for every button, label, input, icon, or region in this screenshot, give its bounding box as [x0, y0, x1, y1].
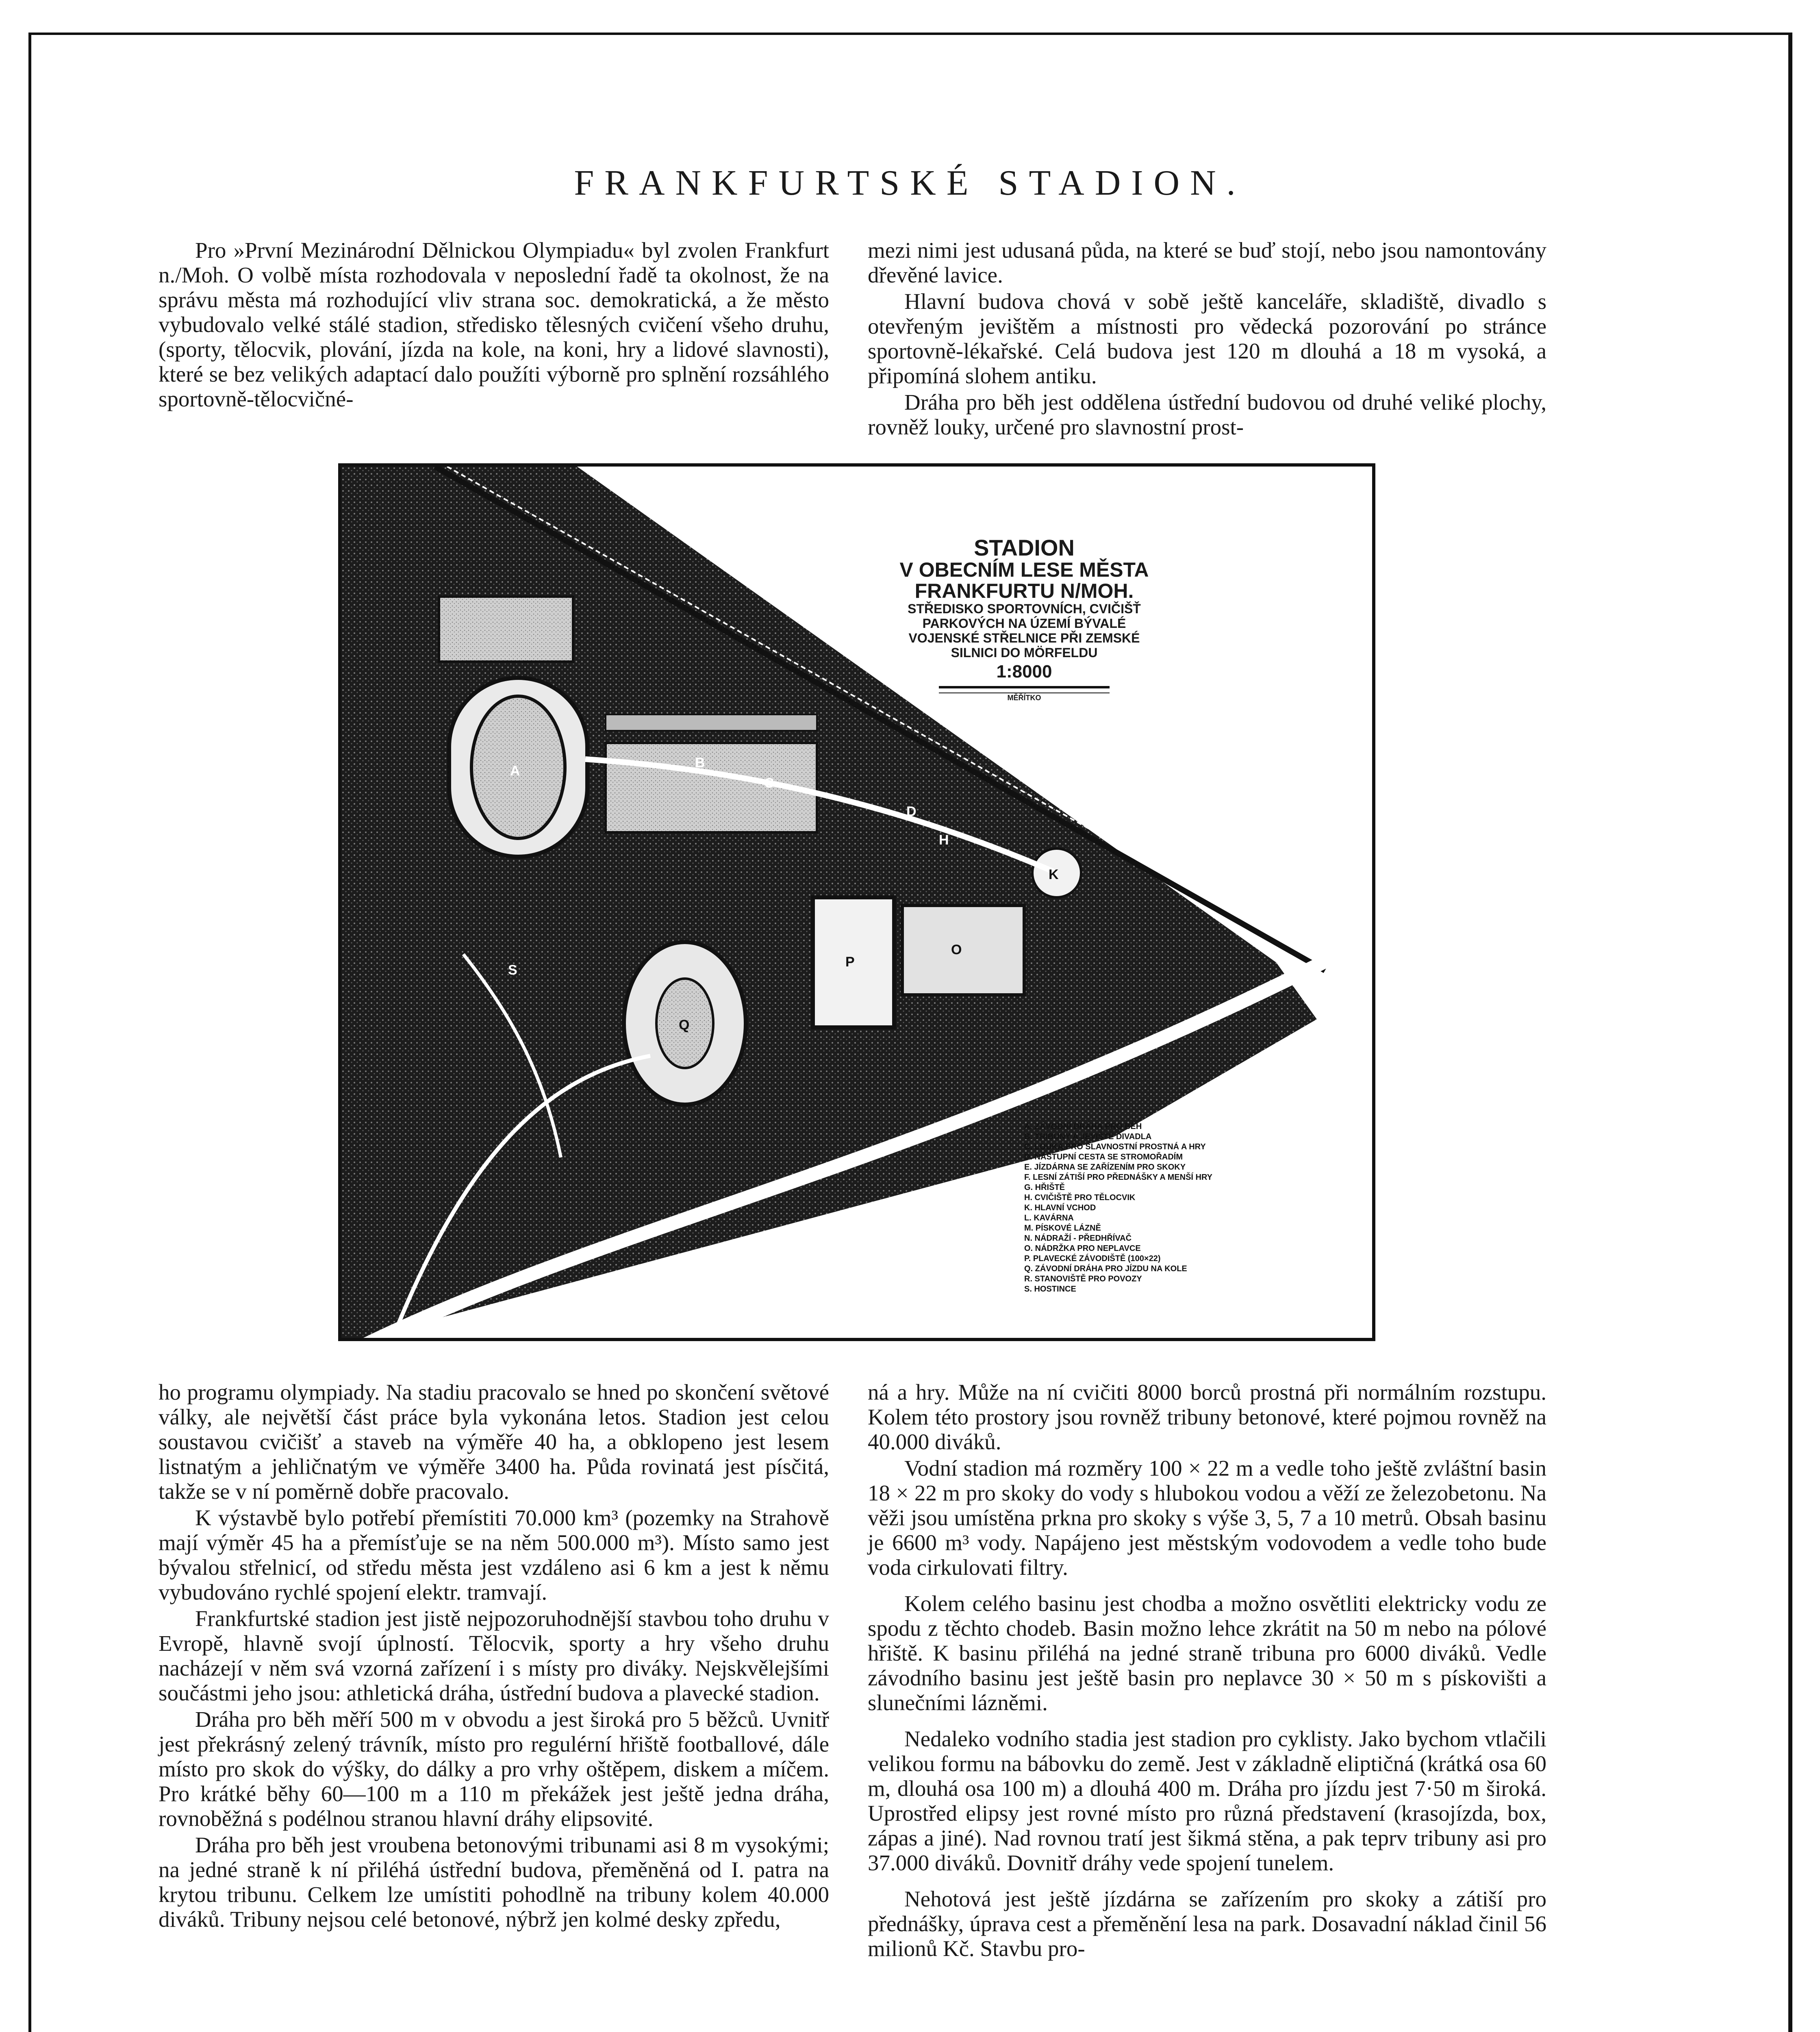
scale-bar — [939, 686, 1110, 693]
plan-letter: S — [508, 962, 517, 978]
paragraph: Dráha pro běh jest oddělena ústřední budovou od druhé veliké plochy, rovněž louky, určené pro slavnostní prost- — [868, 390, 1546, 439]
legend-item: L. KAVÁRNA — [1024, 1214, 1074, 1222]
plan-letter: C — [764, 775, 774, 791]
legend-item: B. TRIBUNY A JEVIŠTĚ DIVADLA — [1024, 1132, 1152, 1141]
legend-item: R. STANOVIŠTĚ PRO POVOZY — [1024, 1274, 1142, 1283]
paragraph: ná a hry. Může na ní cvičiti 8000 borců prostná při normálním rozstupu. Kolem této prostory jsou rovněž tribuny betonové, které pojmou rovněž na 40.000 diváků. — [868, 1380, 1546, 1454]
legend-item: K. HLAVNÍ VCHOD — [1024, 1203, 1096, 1212]
legend-item: N. NÁDRAŽÍ - PŘEDHŘÍVAČ — [1024, 1234, 1132, 1243]
legend-item: D. NÁSTUPNÍ CESTA SE STROMOŘADÍM — [1024, 1153, 1183, 1161]
legend-item: Q. ZÁVODNÍ DRÁHA PRO JÍZDU NA KOLE — [1024, 1264, 1187, 1273]
plan-letter: P — [845, 954, 855, 970]
legend-item: S. HOSTINCE — [1024, 1285, 1076, 1294]
plan-letter: O — [951, 942, 962, 957]
legend-item: C. LOUKA PRO SLAVNOSTNÍ PROSTNÁ A HRY — [1024, 1142, 1206, 1151]
map-title-line: FRANKFURTU N/MOH. — [914, 580, 1134, 602]
map-subtitle-line: SILNICI DO MÖRFELDU — [951, 645, 1098, 660]
column-right-bottom — [868, 1380, 1546, 1961]
paragraph: Frankfurtské stadion jest jistě nejpozoruhodnější stavbou toho druhu v Evropě, hlavně svojí úplností. Tělocvik, sporty a hry všeho druhu nacházejí v něm svá vzorná zařízení i s místy pro diváky. Nejskvělejšími součástmi jeho jsou: athletická dráha, ústřední budova a plavecké stadion. — [159, 1606, 829, 1705]
paragraph: mezi nimi jest udusaná půda, na které se buď stojí, nebo jsou namontovány dřevěné lavice. — [868, 238, 1546, 287]
legend-item: M. PÍSKOVÉ LÁZNĚ — [1024, 1224, 1101, 1233]
legend-item: A. ZÁVODNÍ DRÁHA PRO BĚH — [1024, 1122, 1142, 1131]
scale-caption: MĚŘÍTKO — [1007, 694, 1041, 702]
paragraph: Dráha pro běh jest vroubena betonovými tribunami asi 8 m vysokými; na jedné straně k ní přiléhá ústřední budova, přeměněná od I. patra na krytou tribunu. Celkem lze umístiti pohodlně na tribuny kolem 40.000 diváků. Tribuny nejsou celé betonové, nýbrž jen kolmé desky zpředu, — [159, 1832, 829, 1932]
plan-letter: H — [939, 832, 949, 848]
map-subtitle-line: VOJENSKÉ STŘELNICE PŘI ZEMSKÉ — [908, 631, 1140, 645]
paragraph: Pro »První Mezinárodní Dělnickou Olympiadu« byl zvolen Frankfurt n./Moh. O volbě místa rozhodovala v neposlední řadě ta okolnost, že na správu města má rozhodující vliv strana soc. demokratická, a že město vybudovalo velké stálé stadion, středisko tělesných cvičení všeho druhu, (sporty, tělocvik, plování, jízda na kole, na koni, hry a lidové slavnosti), které se bez velikých adaptací dalo použíti výborně pro splnění rozsáhlého sportovně-tělocvičné- — [159, 238, 829, 411]
legend-item: H. CVIČIŠTĚ PRO TĚLOCVIK — [1024, 1193, 1136, 1202]
legend-item: E. JÍZDÁRNA SE ZAŘÍZENÍM PRO SKOKY — [1024, 1163, 1186, 1172]
column-right-top — [868, 238, 1546, 439]
plan-letter: D — [906, 804, 917, 819]
map-title-line: V OBECNÍM LESE MĚSTA — [899, 558, 1149, 581]
page-title: FRANKFURTSKÉ STADION. — [574, 163, 1246, 203]
paragraph: Vodní stadion má rozměry 100 × 22 m a vedle toho ještě zvláštní basin 18 × 22 m pro skoky do vody s hlubokou vodou a věží ze železobetonu. Na věži jsou umístěna prkna pro skoky s výše 3, 5, 7 a 10 metrů. Obsah basinu je 6600 m³ vody. Napájeno jest městským vodovodem a vedle toho bude voda cirkulovati filtry. — [868, 1456, 1546, 1580]
legend-item: G. HŘIŠTĚ — [1024, 1183, 1065, 1192]
paragraph: Nehotová jest ještě jízdárna se zařízením pro skoky a zátiší pro přednášky, úprava cest a přeměnění lesa na park. Dosavadní náklad činil 56 milionů Kč. Stavbu pro- — [868, 1887, 1546, 1961]
column-left-top — [159, 238, 829, 411]
map-title-line: STADION — [974, 535, 1075, 560]
map-legend — [1024, 1122, 1349, 1294]
map-subtitle-line: STŘEDISKO SPORTOVNÍCH, CVIČIŠŤ — [908, 601, 1141, 616]
legend-item: F. LESNÍ ZÁTIŠÍ PRO PŘEDNÁŠKY A MENŠÍ HRY — [1024, 1173, 1213, 1182]
paragraph: Kolem celého basinu jest chodba a možno osvětliti elektricky vodu ze spodu z těchto chodeb. Basin možno lehce zkrátit na 50 m nebo na pólové hřiště. K basinu přiléhá na jedné straně tribuna pro 6000 diváků. Vedle závodního basinu jest ještě basin pro neplavce 30 × 50 m s pískovišti a slunečními lázněmi. — [868, 1591, 1546, 1715]
paragraph: Dráha pro běh měří 500 m v obvodu a jest široká pro 5 běžců. Uvnitř jest překrásný zelený trávník, místo pro regulérní hřiště footballové, dále místo pro skok do výšky, do dálky a pro vrhy oštěpem, diskem a míčem. Pro krátké běhy 60—100 m a 110 m překážek jest ještě jedna dráha, rovnoběžná s podélnou stranou hlavní dráhy elipsovité. — [159, 1707, 829, 1831]
paragraph: Hlavní budova chová v sobě ještě kanceláře, skladiště, divadlo s otevřeným jevištěm a místnosti pro vědecká pozorování po stránce sportovně-lékařské. Celá budova jest 120 m dlouhá a 18 m vysoká, a připomíná slohem antiku. — [868, 289, 1546, 388]
upper-lawn — [439, 597, 573, 662]
map-scale: 1:8000 — [996, 662, 1052, 682]
paragraph: Nedaleko vodního stadia jest stadion pro cyklisty. Jako bychom vtlačili velikou formu na bábovku do země. Jest v základně eliptičná (krátká osa 60 m, dlouhá osa 100 m) a dlouhá 400 m. Dráha pro jízdu jest 7·50 m široká. Uprostřed elipsy jest rovné místo pro různá představení (krasojízda, box, zápas a jiné). Nad rovnou tratí jest šikmá stěna, a pak teprv tribuny asi pro 37.000 diváků. Dovnitř dráhy vede spojení tunelem. — [868, 1726, 1546, 1875]
paragraph: ho programu olympiady. Na stadiu pracovalo se hned po skončení světové války, ale největší část práce byla vykonána letos. Stadion jest celou soustavou cvičišť a staveb na výměře 40 ha, a obklopeno jest lesem listnatým a jehličnatým ve výměře 3400 ha. Půda rovinatá jest písčitá, takže se v ní poměrně dobře pracovalo. — [159, 1380, 829, 1504]
plan-letter: A — [510, 763, 520, 779]
plan-letter: K — [1049, 867, 1059, 882]
legend-item: O. NÁDRŽKA PRO NEPLAVCE — [1024, 1244, 1141, 1253]
paragraph: K výstavbě bylo potřebí přemístiti 70.000 km³ (pozemky na Strahově mají výměr 45 ha a přemísťuje se na něm 500.000 m³). Místo samo jest bývalou střelnicí, od středu města jest vzdáleno asi 6 km a jest k němu vybudováno rychlé spojení elektr. tramvají. — [159, 1505, 829, 1604]
plan-letter: Q — [679, 1017, 690, 1033]
legend-item: P. PLAVECKÉ ZÁVODIŠTĚ (100×22) — [1024, 1254, 1161, 1263]
map-title — [691, 536, 1357, 702]
column-left-bottom — [159, 1380, 829, 1932]
map-subtitle-line: PARKOVÝCH NA ÚZEMÍ BÝVALÉ — [922, 616, 1126, 631]
plan-letter: B — [695, 755, 705, 771]
